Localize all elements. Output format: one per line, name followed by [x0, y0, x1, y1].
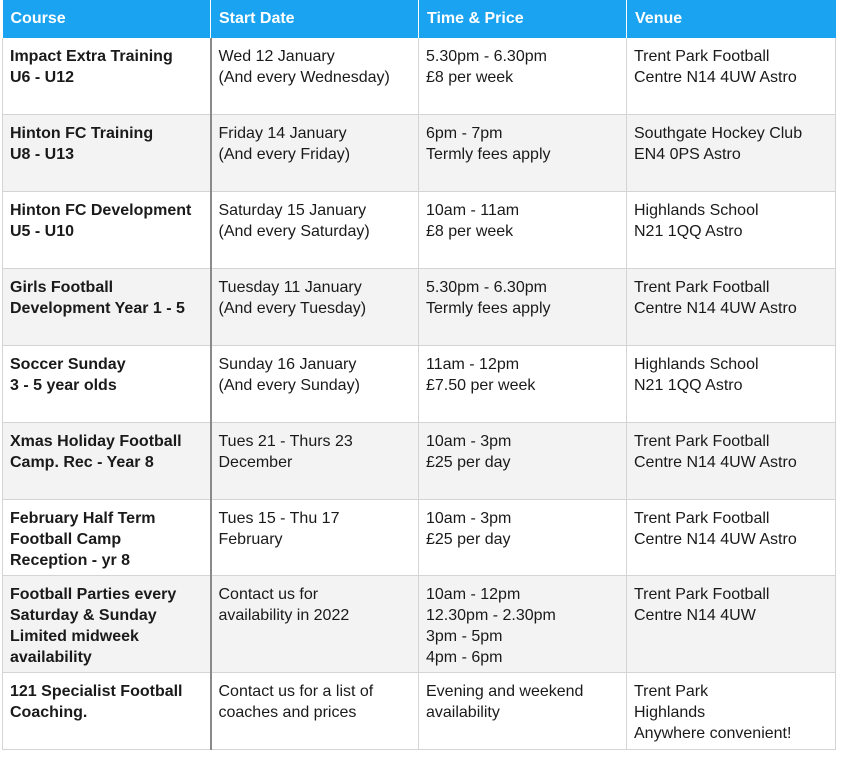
venue-cell: Trent Park Football Centre N14 4UW Astro: [627, 423, 836, 500]
start-date-cell: Wed 12 January (And every Wednesday): [211, 38, 419, 115]
table-row: [3, 346, 836, 423]
time-price-cell: 10am - 3pm £25 per day: [419, 423, 627, 500]
header-venue: Venue: [627, 0, 836, 38]
table-row: [3, 500, 836, 576]
header-time-price: Time & Price: [419, 0, 627, 38]
table-row: [3, 192, 836, 269]
venue-cell: Trent Park Football Centre N14 4UW: [627, 576, 836, 673]
table-row: [3, 38, 836, 115]
venue-cell: Trent Park Football Centre N14 4UW Astro: [627, 38, 836, 115]
venue-cell: Highlands School N21 1QQ Astro: [627, 346, 836, 423]
course-cell: Xmas Holiday Football Camp. Rec - Year 8: [3, 423, 211, 500]
time-price-cell: 10am - 11am £8 per week: [419, 192, 627, 269]
course-cell: Football Parties every Saturday & Sunday Limited midweek availability: [3, 576, 211, 673]
time-price-cell: 11am - 12pm £7.50 per week: [419, 346, 627, 423]
header-start-date: Start Date: [211, 0, 419, 38]
venue-cell: Trent Park Football Centre N14 4UW Astro: [627, 500, 836, 576]
time-price-cell: Evening and weekend availability: [419, 673, 627, 750]
header-row: [3, 0, 836, 38]
course-cell: February Half Term Football Camp Reception - yr 8: [3, 500, 211, 576]
table-row: [3, 115, 836, 192]
venue-cell: Trent Park Highlands Anywhere convenient!: [627, 673, 836, 750]
course-schedule: [2, 0, 835, 750]
course-cell: Hinton FC Development U5 - U10: [3, 192, 211, 269]
start-date-cell: Tuesday 11 January (And every Tuesday): [211, 269, 419, 346]
table-row: [3, 423, 836, 500]
time-price-cell: 10am - 3pm £25 per day: [419, 500, 627, 576]
start-date-cell: Tues 15 - Thu 17 February: [211, 500, 419, 576]
course-cell: Soccer Sunday 3 - 5 year olds: [3, 346, 211, 423]
start-date-cell: Friday 14 January (And every Friday): [211, 115, 419, 192]
table-row: [3, 673, 836, 750]
table-row: [3, 269, 836, 346]
venue-cell: Highlands School N21 1QQ Astro: [627, 192, 836, 269]
time-price-cell: 10am - 12pm 12.30pm - 2.30pm 3pm - 5pm 4pm - 6pm: [419, 576, 627, 673]
course-cell: Hinton FC Training U8 - U13: [3, 115, 211, 192]
venue-cell: Trent Park Football Centre N14 4UW Astro: [627, 269, 836, 346]
table-row: [3, 576, 836, 673]
start-date-cell: Contact us for a list of coaches and prices: [211, 673, 419, 750]
start-date-cell: Saturday 15 January (And every Saturday): [211, 192, 419, 269]
start-date-cell: Tues 21 - Thurs 23 December: [211, 423, 419, 500]
header-course: Course: [3, 0, 211, 38]
time-price-cell: 5.30pm - 6.30pm Termly fees apply: [419, 269, 627, 346]
start-date-cell: Contact us for availability in 2022: [211, 576, 419, 673]
course-cell: Impact Extra Training U6 - U12: [3, 38, 211, 115]
time-price-cell: 5.30pm - 6.30pm £8 per week: [419, 38, 627, 115]
venue-cell: Southgate Hockey Club EN4 0PS Astro: [627, 115, 836, 192]
start-date-cell: Sunday 16 January (And every Sunday): [211, 346, 419, 423]
schedule-table: [2, 0, 836, 750]
course-cell: 121 Specialist Football Coaching.: [3, 673, 211, 750]
course-cell: Girls Football Development Year 1 - 5: [3, 269, 211, 346]
time-price-cell: 6pm - 7pm Termly fees apply: [419, 115, 627, 192]
